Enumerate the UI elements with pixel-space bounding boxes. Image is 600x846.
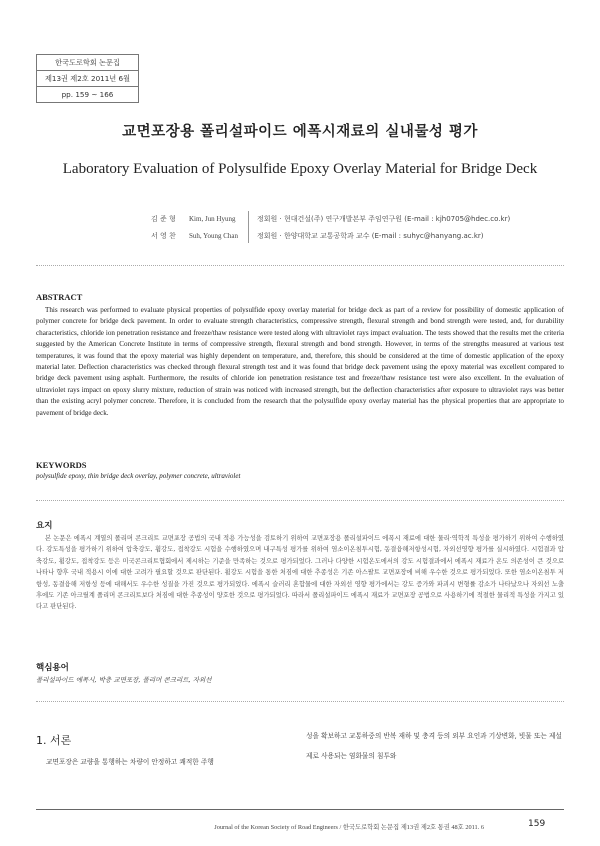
journal-info-box: [36, 54, 139, 103]
page-number: 159: [528, 819, 546, 829]
yoji-body: 본 논문은 에폭시 계열의 폴리머 콘크리트 교면포장 공법의 국내 적용 가능성을 검토하기 위하여 교면포장용 폴리설파이드 에폭시 재료에 대한 물리·역학적 특성을 평가하기 위하여 수행하였다. 강도특성을 평가하기 위하여 압축강도, 휨강도, 접착강도 시험을 수행하였으며 내구특성 평가를 위하여 염소이온침투시험, 동결융해저항성시험, 자외선영향 평가를 실시하였다. 시험결과 압축강도, 휨강도, 접착강도 등은 미국콘크리트협회에서 제시하는 기준을 만족하는 것으로 평가되었다. 그러나 다양한 시험온도에서의 강도 시험결과에서 에폭시 재료가 온도 의존성이 큰 것으로 나타나 향후 국내 적용시 이에 대한 고려가 필요할 것으로 판단된다. 휨강도 시험을 통한 처짐에 대한 추종성은 기존 아스팔트 교면포장에 비해 우수한 것으로 평가되었다. 또한 염소이온침투 저항성, 동결융해 저항성 등에 대해서도 우수한 성질을 가진 것으로 평가되었다. 에폭시 슬러리 혼합물에 대한 자외선 영향 평가에서는 강도 증가와 파괴시 변형률 감소가 나타났으나 자외선 노출 후에도 기존 아크릴계 폴리머 콘크리트보다 처짐에 대한 추종성이 양호한 것으로 평가되었다. 따라서 폴리설파이드 에폭시 재료가 교면포장 공법으로 사용하기에 적절한 물리적 특성을 가지고 있다고 판단된다.: [36, 535, 564, 611]
dotted-divider-bottom: [36, 701, 564, 702]
keywords-ko-body: 폴리설파이드 에폭시, 박층 교면포장, 폴리머 콘크리트, 자외선: [36, 676, 212, 684]
abstract-body: This research was performed to evaluate physical properties of polysulfide epoxy overlay material for bridge deck as part of a review for possibility of domestic application of polymer concrete for bridge deck pavement. In order to evaluate strength characteristics, compressive strength, flexural strength and bond strength were tested, and, for durability characteristics, chloride ion penetration resistance and freeze/thaw resistance were tested along with ultraviolet rays impact evaluation. The tests showed that the results met the criteria suggested by the American Concrete Institute in terms of compressive strength, flexural strength and bond strength. However, in terms of the strengths measured at various test temperatures, it was found that the epoxy material was highly dependent on temperature, and, therefore, this should be considered at the time of domestic application of the epoxy material later. Deflection characteristics was checked through flexural strength test and it was found that bridge deck pavement using the epoxy material was excellent compared to bridge deck pavement using asphalt. Furthermore, the results of chloride ion penetration resistance test and freeze/thaw resistance test were also excellent. In the evaluation of ultraviolet rays impact on epoxy slurry mixture, reduction of strain was noticed with increased strength, but the deflection characteristics after exposure to ultraviolet rays was better than the existing acryl polymer concrete. Therefore, it is concluded from the research that the polysulfide epoxy overlay material has the physical properties that are appropriate to pavement of bridge deck.: [36, 306, 564, 417]
journal-volume: 제13권 제2호 2011년 6월: [37, 70, 138, 86]
footer-journal-citation: Journal of the Korean Society of Road Engineers / 한국도로학회 논문집 제13권 제2호 통권 48호 2011. 6: [214, 824, 484, 831]
title-korean: 교면포장용 폴리설파이드 에폭시재료의 실내물성 평가: [122, 124, 478, 140]
section-1-heading: 1. 서론: [36, 734, 72, 747]
section-1-left-text: 교면포장은 교량을 통행하는 차량이 안정하고 쾌적한 주행: [46, 758, 214, 766]
author-1-affiliation: 정회원 · 현대건설(주) 연구개발본부 주임연구원 (E-mail : kjh0705@hdec.co.kr): [257, 215, 511, 223]
dotted-divider-middle: [36, 500, 564, 501]
author-1-name-en: Kim, Jun Hyung: [189, 215, 236, 223]
yoji-heading: 요지: [36, 521, 53, 531]
section-1-right-text: 성을 확보하고 교통하중의 반복 재하 및 충격 등의 외부 요인과 기상변화, 빗물 또는 제설제로 사용되는 염화물의 침투와: [306, 732, 562, 760]
keywords-heading: KEYWORDS: [36, 460, 87, 470]
dotted-divider-top: [36, 265, 564, 266]
journal-name: 한국도로학회 논문집: [55, 58, 120, 67]
author-2-name-en: Suh, Young Chan: [189, 232, 239, 240]
author-divider: [248, 211, 249, 243]
author-2-name-ko: 서 영 찬: [151, 232, 176, 240]
journal-pages: pp. 159 ~ 166: [37, 86, 138, 102]
keywords-body: polysulfide epoxy, thin bridge deck overlay, polymer concrete, ultraviolet: [36, 472, 241, 480]
abstract-heading: ABSTRACT: [36, 292, 83, 302]
keywords-ko-heading: 핵심용어: [36, 663, 69, 673]
author-2-affiliation: 정회원 · 한양대학교 교통공학과 교수 (E-mail : suhyc@hanyang.ac.kr): [257, 232, 484, 240]
footer-rule: [36, 809, 564, 810]
author-1-name-ko: 김 준 형: [151, 215, 176, 223]
title-english: Laboratory Evaluation of Polysulfide Epoxy Overlay Material for Bridge Deck: [62, 161, 538, 177]
